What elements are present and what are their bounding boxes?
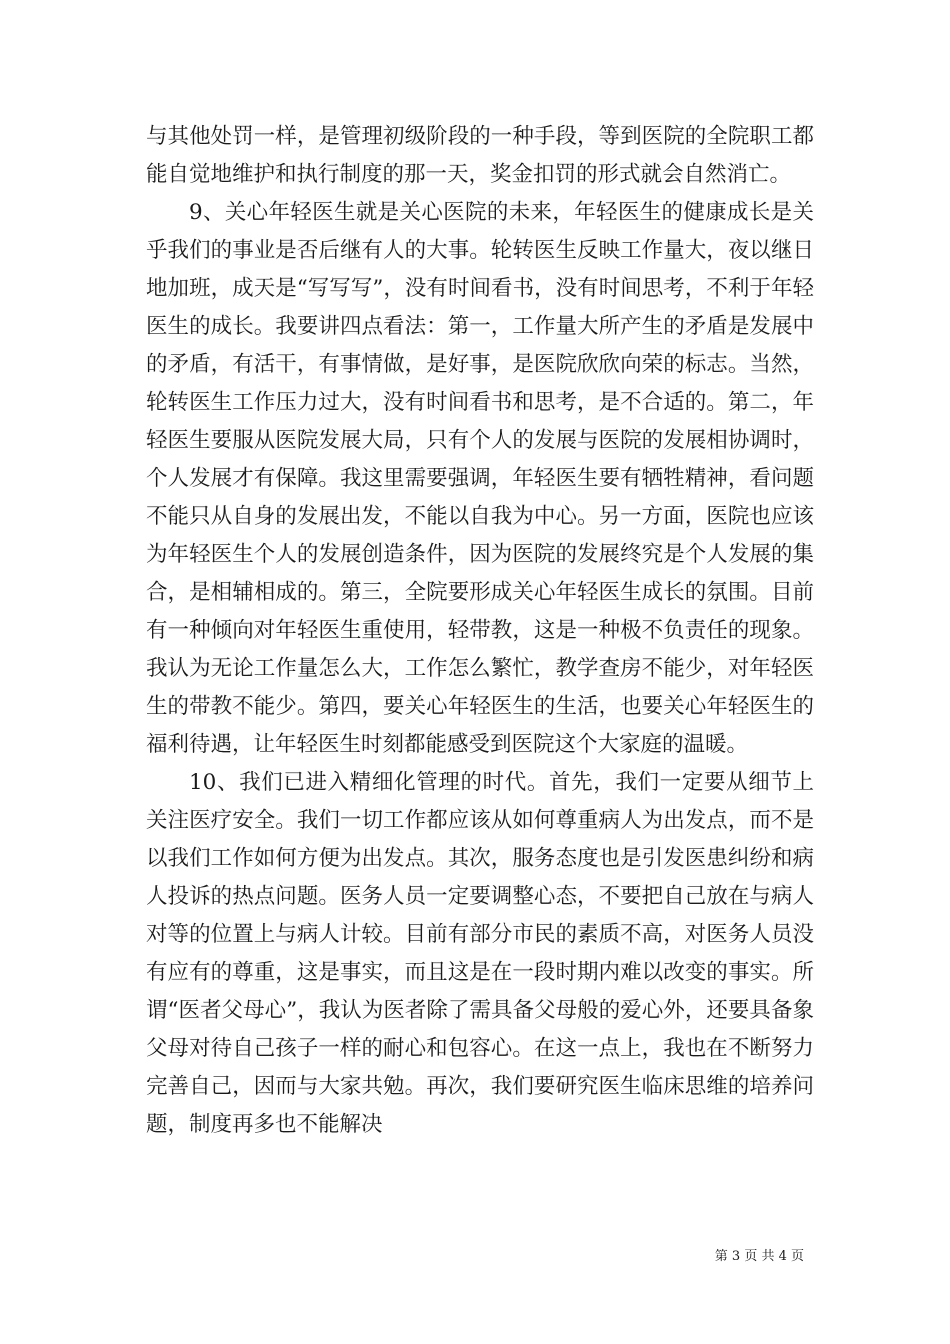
paragraph-continuation: 与其他处罚一样，是管理初级阶段的一种手段，等到医院的全院职工都能自觉地维护和执行制度的那一天，奖金扣罚的形式就会自然消亡。 bbox=[146, 124, 814, 187]
paragraph-item-10: 10、我们已进入精细化管理的时代。首先，我们一定要从细节上关注医疗安全。我们一切工作都应该从如何尊重病人为出发点，而不是以我们工作如何方便为出发点。其次，服务态度也是引发医患纠纷和病人投诉的热点问题。医务人员一定要调整心态，不要把自己放在与病人对等的位置上与病人计较。目前有部分市民的素质不高，对医务人员没有应有的尊重，这是事实，而且这是在一段时期内难以改变的事实。所谓“医者父母心”，我认为医者除了需具备父母般的爱心外，还要具备象父母对待自己孩子一样的耐心和包容心。在这一点上，我也在不断努力完善自己，因而与大家共勉。再次，我们要研究医生临床思维的培养问题，制度再多也不能解决 bbox=[146, 770, 814, 1137]
document-body bbox=[146, 118, 814, 1144]
paragraph-item-9: 9、关心年轻医生就是关心医院的未来，年轻医生的健康成长是关乎我们的事业是否后继有人的大事。轮转医生反映工作量大，夜以继日地加班，成天是“写写写”，没有时间看书，没有时间思考，不利于年轻医生的成长。我要讲四点看法：第一，工作量大所产生的矛盾是发展中的矛盾，有活干，有事情做，是好事，是医院欣欣向荣的标志。当然，轮转医生工作压力过大，没有时间看书和思考，是不合适的。第二，年轻医生要服从医院发展大局，只有个人的发展与医院的发展相协调时，个人发展才有保障。我这里需要强调，年轻医生要有牺牲精神，看问题不能只从自身的发展出发，不能以自我为中心。另一方面，医院也应该为年轻医生个人的发展创造条件，因为医院的发展终究是个人发展的集合，是相辅相成的。第三，全院要形成关心年轻医生成长的氛围。目前有一种倾向对年轻医生重使用，轻带教，这是一种极不负责任的现象。我认为无论工作量怎么大，工作怎么繁忙，教学查房不能少，对年轻医生的带教不能少。第四，要关心年轻医生的生活，也要关心年轻医生的福利待遇，让年轻医生时刻都能感受到医院这个大家庭的温暖。 bbox=[146, 200, 814, 757]
page-number: 第 3 页 共 4 页 bbox=[714, 1249, 804, 1264]
